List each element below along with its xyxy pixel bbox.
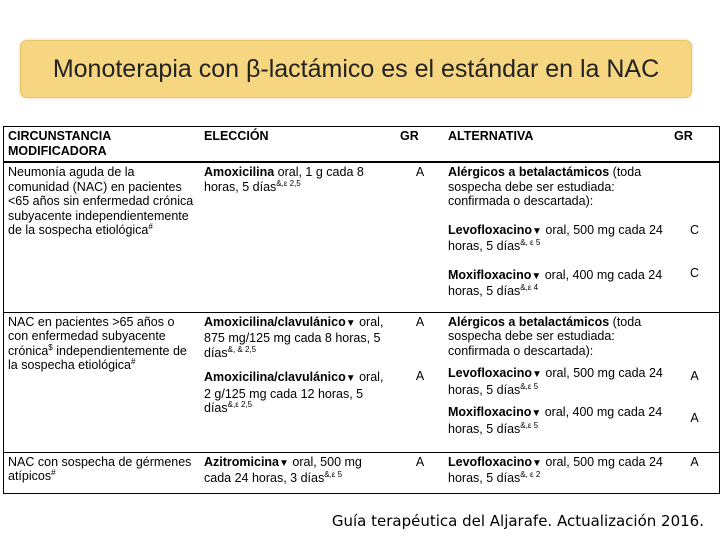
row1-choice: Amoxicilina oral, 1 g cada 8 horas, 5 días$^{\&,\varepsilon 2,5}$ <box>204 165 364 194</box>
table-row <box>4 162 719 312</box>
row3-gr: A <box>396 452 444 493</box>
warning-triangle-icon: ▼ <box>532 225 542 237</box>
row3-alternative: Levofloxacino▼ oral, 500 mg cada 24 horas, 5 días$^{\&, \varepsilon 2}$ <box>444 452 670 493</box>
row3-choice: Azitromicina▼ oral, 500 mg cada 24 horas, 3 días$^{\&,\varepsilon 5}$ <box>200 452 396 493</box>
header-circumstance: CIRCUNSTANCIA MODIFICADORA <box>4 127 200 162</box>
row2-gr: A A <box>396 312 444 452</box>
header-alternative: ALTERNATIVA <box>444 127 670 162</box>
header-choice: ELECCIÓN <box>200 127 396 162</box>
table-row <box>4 312 719 452</box>
warning-triangle-icon: ▼ <box>531 408 542 419</box>
slide-title: Monoterapia con β-lactámico es el estándar en la NAC <box>52 55 660 83</box>
source-footer: Guía terapéutica del Aljarafe. Actualización 2016. <box>331 512 704 530</box>
row1-gr: A <box>415 165 425 179</box>
treatment-table <box>3 126 720 494</box>
warning-triangle-icon: ▼ <box>531 270 542 282</box>
table-row <box>4 452 719 493</box>
row1-alternative-gr: C C <box>689 223 700 280</box>
slide-title-box <box>20 40 692 98</box>
header-gr: GR <box>396 127 444 162</box>
row1-circumstance: Neumonía aguda de la comunidad (NAC) en pacientes <65 años sin enfermedad crónica subyacente independientemente de la sospecha etiológica# <box>8 165 194 237</box>
row1-alternative: Alérgicos a betalactámicos (toda sospecha debe ser estudiada: confirmada o descartada): Levofloxacino▼ oral, 500 mg cada 24 horas, 5 días$^{\&, \varepsilon 5}$ Moxifloxacino▼ oral, 400 mg cada 24 horas, 5 días$^{\&,\varepsilon 4}$ <box>448 165 663 298</box>
warning-triangle-icon: ▼ <box>345 317 356 329</box>
row2-alternative-gr: A A <box>670 312 719 452</box>
row3-alternative-gr: A <box>670 452 719 493</box>
header-gr-alt: GR <box>670 127 719 162</box>
row2-alternative: Alérgicos a betalactámicos (toda sospecha debe ser estudiada: confirmada o descartada): Levofloxacino▼ oral, 500 mg cada 24 horas, 5 días$^{\&,\varepsilon 5}$ Moxifloxacino▼ oral, 400 mg cada 24 horas, 5 días$^{\&,\varepsilon 5}$ <box>444 312 670 452</box>
warning-triangle-icon: ▼ <box>532 457 542 469</box>
row2-circumstance: NAC en pacientes >65 años o con enfermedad subyacente crónica$ independientemente de la sospecha etiológica# <box>4 312 200 452</box>
warning-triangle-icon: ▼ <box>532 369 542 380</box>
warning-triangle-icon: ▼ <box>345 373 356 384</box>
table-header-row <box>4 127 719 162</box>
warning-triangle-icon: ▼ <box>279 457 289 469</box>
row3-circumstance: NAC con sospecha de gérmenes atípicos# <box>4 452 200 493</box>
row2-choice: Amoxicilina/clavulánico▼ oral, 875 mg/125 mg cada 8 horas, 5 días$^{\&, \& 2,5}$ Amoxicilina/clavulánico▼ oral, 2 g/125 mg cada 12 horas, 5 días$^{\&,\varepsilon 2,5}$ <box>200 312 396 452</box>
